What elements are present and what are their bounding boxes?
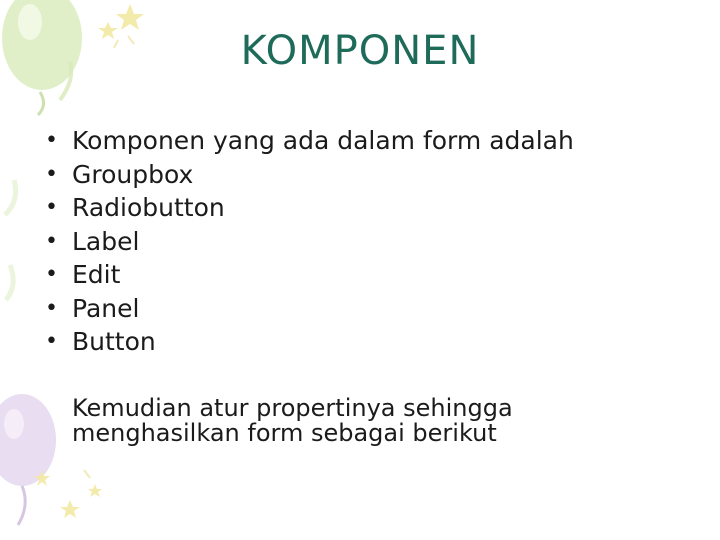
sparkle-icon [116, 4, 144, 30]
list-item: • Komponen yang ada dalam form adalah [40, 124, 574, 158]
list-item: • Groupbox [40, 158, 574, 192]
bullet-icon: • [45, 228, 58, 254]
paragraph-line: Kemudian atur propertinya sehingga [72, 394, 513, 422]
list-item: • Panel [40, 292, 574, 326]
list-item: • Edit [40, 258, 574, 292]
bullet-icon: • [45, 128, 58, 153]
list-item: • Label [40, 225, 574, 259]
list-item: • Button [40, 325, 574, 359]
bullet-icon: • [45, 329, 58, 354]
bullet-icon: • [45, 295, 58, 321]
slide-title: KOMPONEN [240, 28, 480, 74]
bullet-icon: • [45, 161, 58, 187]
balloon-lilac-icon [0, 394, 56, 486]
bullet-icon: • [45, 195, 58, 220]
paragraph-line: menghasilkan form sebagai berikut [72, 419, 497, 447]
instruction-paragraph [72, 396, 513, 446]
list-item: • Radiobutton [40, 191, 574, 225]
bullet-icon: • [45, 262, 58, 287]
bullet-list [40, 124, 574, 359]
